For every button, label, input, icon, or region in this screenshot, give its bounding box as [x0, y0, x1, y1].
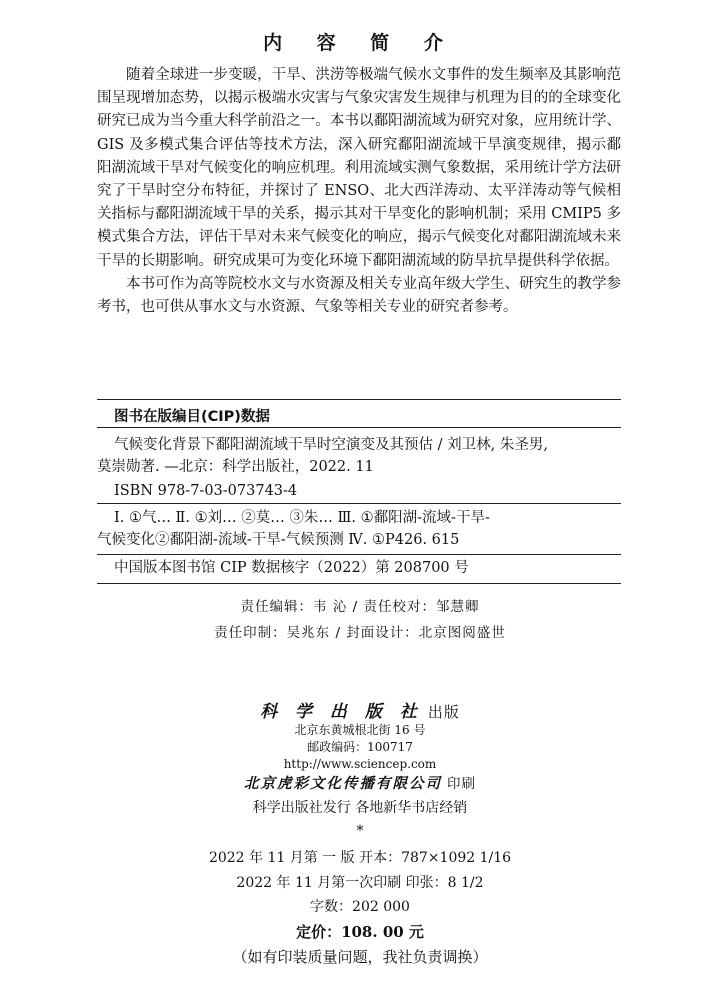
abstract-text-1: 随着全球进一步变暖，干旱、洪涝等极端气候水文事件的发生频率及其影响范围呈现增加态势，以揭示极端水灾害与气象灾害发生规律与机理为目的的全球变化研究已成为当今重大科学前沿之一。本书以鄱阳湖流域为研究对象，应用统计学、GIS 及多模式集合评估等技术方法，深入研究鄱阳湖流域干旱演变规律，揭示鄱阳湖流域干旱对气候变化的响应机理。利用流域实测气象数据，采用统计学方法研究了干旱时空分布特征，并探讨了 ENSO、北大西洋涛动、太平洋涛动等气候相关指标与鄱阳湖流域干旱的关系，揭示其对干旱变化的影响机制；采用 CMIP5 多模式集合方法，评估干旱对未来气候变化的响应，揭示气候变化对鄱阳湖流域未来干旱的长期影响。研究成果可为变化环境下鄱阳湖流域的防旱抗旱提供科学依据。 — [97, 67, 621, 269]
publisher-postcode: 邮政编码：100717 — [307, 740, 413, 754]
publisher-address: 北京东黄城根北街 16 号 — [294, 723, 426, 737]
distribution: 科学出版社发行 各地新华书店经销 — [252, 800, 468, 816]
cip-isbn-rule — [97, 503, 621, 504]
publisher-url: http://www.sciencep.com — [283, 757, 437, 771]
credits-line-1: 责任编辑：韦 沁 / 责任校对：邹慧卿 — [240, 599, 480, 615]
credits-line-2: 责任印制：吴兆东 / 封面设计：北京图阅盛世 — [214, 625, 506, 641]
abstract-paragraph-2 — [97, 273, 621, 319]
word-count: 字数：202 000 — [310, 899, 410, 915]
printer-suffix: 印刷 — [447, 776, 477, 792]
cip-title-line: 气候变化背景下鄱阳湖流域干旱时空演变及其预估 / 刘卫林, 朱圣男, — [114, 437, 548, 453]
printer-line — [0, 772, 720, 793]
cip-imprint-line: 莫崇勋著. —北京：科学出版社，2022. 11 — [97, 459, 374, 475]
page-title: 内 容 简 介 — [263, 32, 457, 54]
cip-library-number: 中国版本图书馆 CIP 数据核字（2022）第 208700 号 — [114, 560, 469, 576]
abstract-text-2: 本书可作为高等院校水文与水资源及相关专业高年级大学生、研究生的教学参考书，也可供从事水文与水资源、气象等相关专业的研究者参考。 — [97, 275, 621, 316]
cip-bottom-rule — [97, 583, 621, 584]
publisher-line — [0, 697, 720, 722]
cip-library-rule — [97, 554, 621, 555]
cip-header-rule — [97, 427, 621, 428]
cip-classification-line-2: 气候变化②鄱阳湖-流域-干旱-气候预测 Ⅳ. ①P426. 615 — [97, 532, 460, 548]
printer-name: 北京虎彩文化传播有限公司 — [243, 775, 442, 792]
publisher-name: 科 学 出 版 社 — [260, 702, 423, 722]
printing-info: 2022 年 11 月第一次印刷 印张：8 1/2 — [236, 875, 484, 891]
abstract-paragraph-1 — [97, 64, 621, 273]
cip-isbn: ISBN 978-7-03-073743-4 — [114, 483, 298, 499]
quality-notice: （如有印装质量问题，我社负责调换） — [232, 948, 488, 966]
publisher-suffix: 出版 — [427, 703, 460, 721]
abstract — [97, 64, 621, 319]
cip-classification-line-1: Ⅰ. ①气… Ⅱ. ①刘… ②莫… ③朱… Ⅲ. ①鄱阳湖-流域-干旱- — [114, 510, 490, 526]
cip-top-rule — [97, 399, 621, 400]
edition-info: 2022 年 11 月第 一 版 开本：787×1092 1/16 — [208, 850, 512, 866]
cip-header: 图书在版编目(CIP)数据 — [114, 409, 270, 425]
separator-star: * — [356, 823, 364, 839]
price: 定价：108. 00 元 — [296, 923, 424, 941]
